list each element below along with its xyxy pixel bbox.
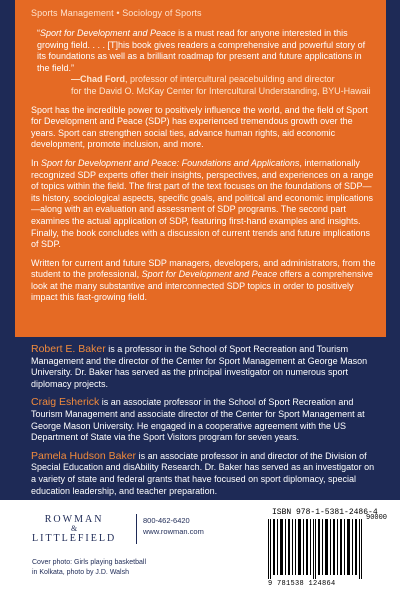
subject-categories: Sports Management • Sociology of Sports: [31, 8, 202, 18]
endorsement-quote: “Sport for Development and Peace is a must read for anyone interested in this growing field. . . . [T]his book gives readers a comprehensive and powerful story of its foundations as well as a brilliant roadmap for present and future applications in the field.” —Chad Ford, professor of intercultural peacebuilding and director for the David O. McKay Center for Intercultural Understanding, BYU-Hawaii: [35, 28, 376, 98]
author-bios: [15, 344, 386, 504]
author-name: Robert E. Baker: [31, 343, 106, 355]
author-bio: Pamela Hudson Baker is an associate professor in and director of the Division of Special Education and disAbility Research. Dr. Baker has served as an investigator on a variety of state and federal grants that have focused on sport diplomacy, special education leadership, and teacher preparation.: [31, 449, 375, 496]
author-bio: Craig Esherick is an associate professor in the School of Sport Recreation and Tourism Management and associate director of the Center for Sport Management at George Mason University. He engaged in a cooperative agreement with the US Department of State via the Sport Visitors program for seven years.: [31, 396, 365, 443]
author-name: Pamela Hudson Baker: [31, 449, 137, 462]
publisher-website[interactable]: www.rowman.com: [143, 527, 204, 536]
publisher-contact: [143, 515, 204, 537]
audience-paragraph: Written for current and future SDP managers, developers, and administrators, from the student to the professional, Sport for Development and Peace offers a comprehensive look at the many substantive and interconnected SDP topics in order to positively impact this fast-growing field.: [31, 257, 376, 303]
publisher-phone: 800-462-6420: [143, 516, 190, 525]
isbn-label: ISBN 978-1-5381-2486-4: [272, 508, 378, 517]
author-bio: Robert E. Baker is a professor in the School of Sport Recreation and Tourism Management and the director of the Center for Sport Management at George Mason University. Dr. Baker has served as the principal investigator on numerous sport diplomacy projects.: [31, 343, 368, 389]
isbn-barcode: [262, 508, 390, 592]
barcode-digits: 9 781538 124864: [268, 580, 336, 588]
publisher-logo: ROWMAN & LITTLEFIELD: [32, 514, 117, 544]
intro-paragraph: Sport has the incredible power to positively influence the world, and the field of Sport for Development and Peace (SDP) has experienced tremendous growth over the years. Sport can strengthen social ties, advance human rights, aid economic development, promote inclusion, and more.: [31, 104, 368, 150]
price-code: 90000: [366, 514, 388, 522]
back-cover-blurb-panel: [15, 0, 386, 337]
audience-book-title: Sport for Development and Peace: [141, 269, 278, 280]
description-paragraph: In Sport for Development and Peace: Foundations and Applications, internationally recognized SDP experts offer their insights, perspectives, and experiences on a range of topics within the field. The first part of the text focuses on the foundations of SDP—its history, sociological aspects, specific goals, and political and economic implications—along with an evaluation and assessment of SDP programs. The second part examines the actual application of SDP, featuring first-hand examples and insights. Finally, the book concludes with a discussion of current trends and future implications of SDP.: [31, 157, 374, 250]
quote-attribution-affiliation: for the David O. McKay Center for Intercultural Understanding, BYU-Hawaii: [71, 85, 371, 96]
quote-book-title: Sport for Development and Peace: [40, 28, 176, 38]
quote-attribution: —Chad Ford, professor of intercultural peacebuilding and director: [71, 74, 335, 85]
publisher-divider: [136, 514, 137, 544]
cover-photo-credit: Cover photo: Girls playing basketball in Kolkata, photo by J.D. Walsh: [32, 559, 147, 576]
publisher-footer: [0, 500, 400, 600]
barcode-graphic: [268, 519, 364, 579]
author-name: Craig Esherick: [31, 396, 100, 409]
description-book-title: Sport for Development and Peace: Foundations and Applications: [41, 157, 300, 168]
